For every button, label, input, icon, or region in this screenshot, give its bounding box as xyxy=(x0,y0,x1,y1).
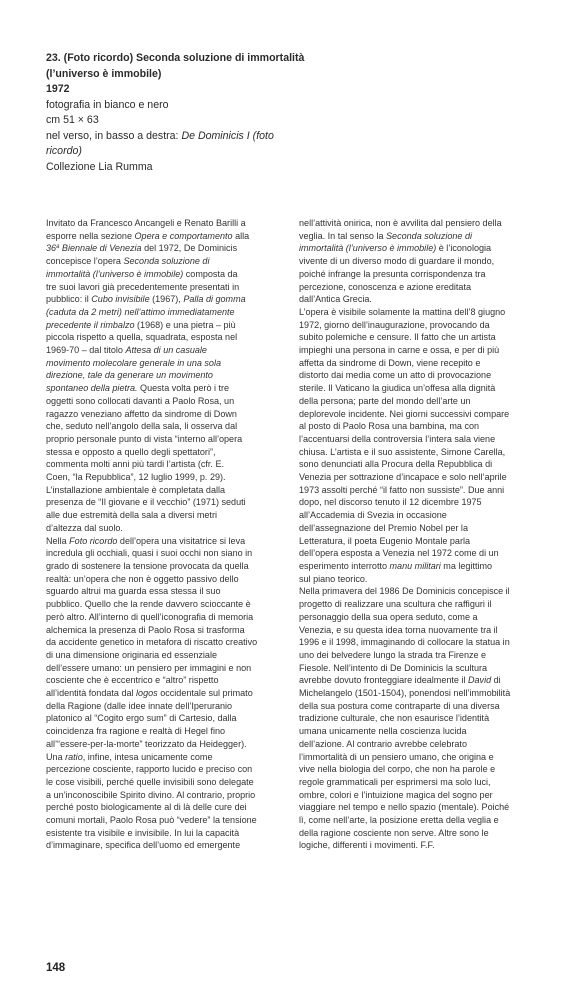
text-line: realtà: un’opera che non è oggetto passivo dello xyxy=(46,573,239,584)
text-line: logiche, differenti i movimenti. F.F. xyxy=(299,840,435,851)
text-line: Nella primavera del 1986 De Dominicis concepisce il xyxy=(299,586,510,597)
artwork-title: 23. (Foto ricordo) Seconda soluzione di immortalità (l’universo è immobile) xyxy=(46,52,305,80)
text-line: direzione, tale da generare un movimento xyxy=(46,370,213,381)
artwork-caption xyxy=(46,51,306,175)
text-line: regole grammaticali per esprimersi ma solo luci, xyxy=(299,776,491,787)
text-line: presenza de “Il giovane e il vecchio” (1971) seduti xyxy=(46,497,246,508)
text-line: percezione, conoscenza e azione ereditata xyxy=(299,281,472,292)
page-number: 148 xyxy=(46,962,66,974)
text-line: all’“essere-per-la-morte” teorizzato da Heidegger). xyxy=(46,738,247,749)
artwork-dimensions: cm 51 × 63 xyxy=(46,114,99,126)
text-line: perché posto biologicamente al di là delle cure dei xyxy=(46,802,247,813)
text-column-right xyxy=(299,217,531,852)
text-line: 36$^a$ Biennale di Venezia del 1972, De Dominicis xyxy=(46,243,238,254)
text-line: all’Accademia di Svezia in occasione xyxy=(299,510,447,521)
text-line: stessa e opposto a quello degli spettatori”, xyxy=(46,446,216,457)
text-line: movimento molecolare generale in una sola xyxy=(46,357,222,368)
text-line: personaggio della sua opera seduto, come a xyxy=(299,611,478,622)
text-line: da accidente genetico in metafora di riscatto creativo xyxy=(46,637,258,648)
text-line: affetta da sindrome di Down, viene recepito e xyxy=(299,357,481,368)
text-line: dell’opera esposta a Venezia nel 1972 come di un xyxy=(299,548,499,559)
text-line: però altro. All’interno di quell’iconografia di memoria xyxy=(46,611,254,622)
text-line: L’installazione ambientale è completata dalla xyxy=(46,484,226,495)
text-line: tradizione culturale, che non esaurisce l’identità xyxy=(299,713,490,724)
text-line: immortalità (l’universo è immobile) è l’iconologia xyxy=(299,243,492,254)
text-line: vive nella biologia del corpo, che non ha parole e xyxy=(299,764,496,775)
text-line: d’altezza dal suolo. xyxy=(46,522,123,533)
text-line: Venezia, e su questa idea torna nuovamente tra il xyxy=(299,624,498,635)
text-line: 1973 assolti perché “il fatto non sussiste”. Due anni xyxy=(299,484,505,495)
text-line: impieghi una persona in carne e ossa, e per di più xyxy=(299,345,500,356)
text-line: lì, come nell’arte, la posizione eretta della veglia e xyxy=(299,815,499,826)
text-line: poiché infrange la presunta corrispondenza tra xyxy=(299,268,486,279)
text-line: a un’inconoscibile Spirito divino. Al contrario, proprio xyxy=(46,789,256,800)
text-line: della ragione cosciente non serve. Altre sono le xyxy=(299,827,489,838)
text-line: Letteratura, il poeta Eugenio Montale parla xyxy=(299,535,470,546)
text-line: uno dei belvedere lungo la strada tra Firenze e xyxy=(299,649,487,660)
text-line: di una dimensione originaria ed essenziale xyxy=(46,649,217,660)
artwork-medium: fotografia in bianco e nero xyxy=(46,98,169,111)
text-line: (caduta da 2 metri) nell’attimo immediatamente xyxy=(46,306,235,317)
text-line: deplorevole incidente. Nei giorni successivi compare xyxy=(299,408,510,419)
text-line: l’immortalità di un pensiero umano, che origina e xyxy=(299,751,494,762)
text-line: 1996 e il 1998, immaginando di collocare la statua in xyxy=(299,637,510,648)
artwork-collection: Collezione Lia Rumma xyxy=(46,160,153,173)
text-line: avrebbe dovuto fronteggiare idealmente il David di xyxy=(299,675,501,686)
text-line: sul piano teorico. xyxy=(299,573,368,584)
text-line: Coen, “la Repubblica”, 12 luglio 1999, p. 29). xyxy=(46,472,226,483)
text-line: spontaneo della pietra. Questa volta però i tre xyxy=(46,383,230,394)
text-line: alchemica la presenza di Paolo Rosa si trasforma xyxy=(46,624,245,635)
text-line: sono denunciati alla Procura della Repubblica di xyxy=(299,459,493,470)
text-line: dell’essere umano: un pensiero per immagini e non xyxy=(46,662,252,673)
text-line: all’identità fondata dal logos occidentale sul primato xyxy=(46,688,253,699)
text-line: tre suoi lavori già precedentemente presentati in xyxy=(46,281,240,292)
text-line: che, seduto nell’angolo della sala, li osserva dal xyxy=(46,421,238,432)
text-line: le cose visibili, perché quelle invisibili sono delegate xyxy=(46,776,254,787)
text-line: 1969-70 – dal titolo Attesa di un casuale xyxy=(46,345,207,356)
text-line: ragazzo veneziano affetto da sindrome di Down xyxy=(46,408,237,419)
text-line: dell’assegnazione del Premio Nobel per la xyxy=(299,522,468,533)
text-line: dopo, nel discorso tenuto il 12 dicembre 1975 xyxy=(299,497,482,508)
text-line: Invitato da Francesco Ancangeli e Renato Barilli a xyxy=(46,218,246,228)
text-line: esporre nella sezione Opera e comportamento alla xyxy=(46,230,250,241)
text-line: al posto di Paolo Rosa una bambina, ma con xyxy=(299,421,480,432)
text-line: grado di sostenere la tensione provocata da quella xyxy=(46,560,249,571)
text-line: incredula gli occhiali, quasi i suoi occhi non siano in xyxy=(46,548,253,559)
text-line: alle due estremità della sala a diversi metri xyxy=(46,510,217,521)
text-line: della Ragione (dalle idee innate dell’Iperuranio xyxy=(46,700,233,711)
text-line: viaggiare nel tempo e nello spazio (mentale). Poiché xyxy=(299,802,510,813)
text-line: percezione cosciente, rapporto lucido e preciso con xyxy=(46,764,253,775)
text-line: Fiesole. Nell’intento di De Dominicis la scultura xyxy=(299,662,488,673)
inscription-prefix: nel verso, in basso a destra: xyxy=(46,129,182,142)
text-line: della sua postura come contraparte di una diversa xyxy=(299,700,500,711)
text-line: d’immaginare, specifica dell’uomo ed emergente xyxy=(46,840,241,851)
text-line: oggetti sono collocati davanti a Paolo Rosa, un xyxy=(46,395,235,406)
text-line: Nella Foto ricordo dell’opera una visitatrice si leva xyxy=(46,535,246,546)
text-line: umana unicamente nella coscienza lucida xyxy=(299,726,467,737)
text-line: veglia. In tal senso la Seconda soluzione di xyxy=(299,230,473,241)
text-line: piccola rispetto a quella, squadrata, esposta nel xyxy=(46,332,238,343)
text-line: dall’Antica Grecia. xyxy=(299,294,372,305)
text-line: vivente di un diverso modo di guardare il mondo, xyxy=(299,256,495,267)
text-line: sguardo altrui ma guarda essa stessa il suo xyxy=(46,586,221,597)
text-line: coincidenza fra ragione e realtà di Hegel fino xyxy=(46,726,226,737)
text-line: chiusa. L’artista e il suo assistente, Simone Carella, xyxy=(299,446,506,457)
text-line: comuni mortali, Paolo Rosa può “vedere” la tensione xyxy=(46,815,257,826)
text-line: platonico al “Cogito ergo sum” di Cartesio, dalla xyxy=(46,713,237,724)
text-line: distorto dai media come un atto di provocazione xyxy=(299,370,492,381)
text-line: commenta molti anni più tardi l’artista (cfr. E. xyxy=(46,459,224,470)
text-line: pubblico: il Cubo invisibile (1967), Palla di gomma xyxy=(46,294,246,305)
text-line: esperimento interrotto manu militari ma legittimo xyxy=(299,560,493,571)
text-line: proprio personale punto di vista “interno all’opera xyxy=(46,433,243,444)
text-line: sterile. Il Vaticano la giudica un’offesa alla dignità xyxy=(299,383,496,394)
text-line: Una ratio, infine, intesa unicamente come xyxy=(46,751,213,762)
text-line: l’accentuarsi della controversia l’intera sala viene xyxy=(299,433,496,444)
text-line: cosciente che è eccentrico e “altro” rispetto xyxy=(46,675,219,686)
text-line: 1972, giorno dell’inaugurazione, provocando da xyxy=(299,319,490,330)
text-line: L’opera è visibile solamente la mattina dell’8 giugno xyxy=(299,306,506,317)
text-line: subito polemiche e censure. Il fatto che un artista xyxy=(299,332,496,343)
text-line: ombre, colori e l’intuizione magica del sogno per xyxy=(299,789,493,800)
text-line: Michelangelo (1501-1504), ponendosi nell’immobilità xyxy=(299,688,511,699)
text-line: dell’azione. Al contrario avrebbe celebrato xyxy=(299,738,467,749)
text-line: concepisce l’opera Seconda soluzione di xyxy=(46,256,210,267)
text-line: della persona; parte del mondo dell’arte un xyxy=(299,395,471,406)
artwork-inscription xyxy=(46,129,306,160)
text-line: precedente il rimbalzo (1968) e una pietra – più xyxy=(46,319,236,330)
text-column-left xyxy=(46,217,278,852)
text-line: esistente tra visibile e invisibile. In lui la capacità xyxy=(46,827,240,838)
inscription-text: De Dominicis I (foto ricordo) xyxy=(46,129,274,157)
text-line: nell’attività onirica, non è avvilita dal pensiero della xyxy=(299,218,502,228)
text-line: Venezia per sottrazione d’incapace e solo nell’aprile xyxy=(299,472,507,483)
text-line: immortalità (l’universo è immobile) composta da xyxy=(46,268,238,279)
text-line: pubblico. Quello che la rende davvero scioccante è xyxy=(46,599,251,610)
artwork-year: 1972 xyxy=(46,83,70,95)
text-line: progetto di realizzare una scultura che raffiguri il xyxy=(299,599,492,610)
